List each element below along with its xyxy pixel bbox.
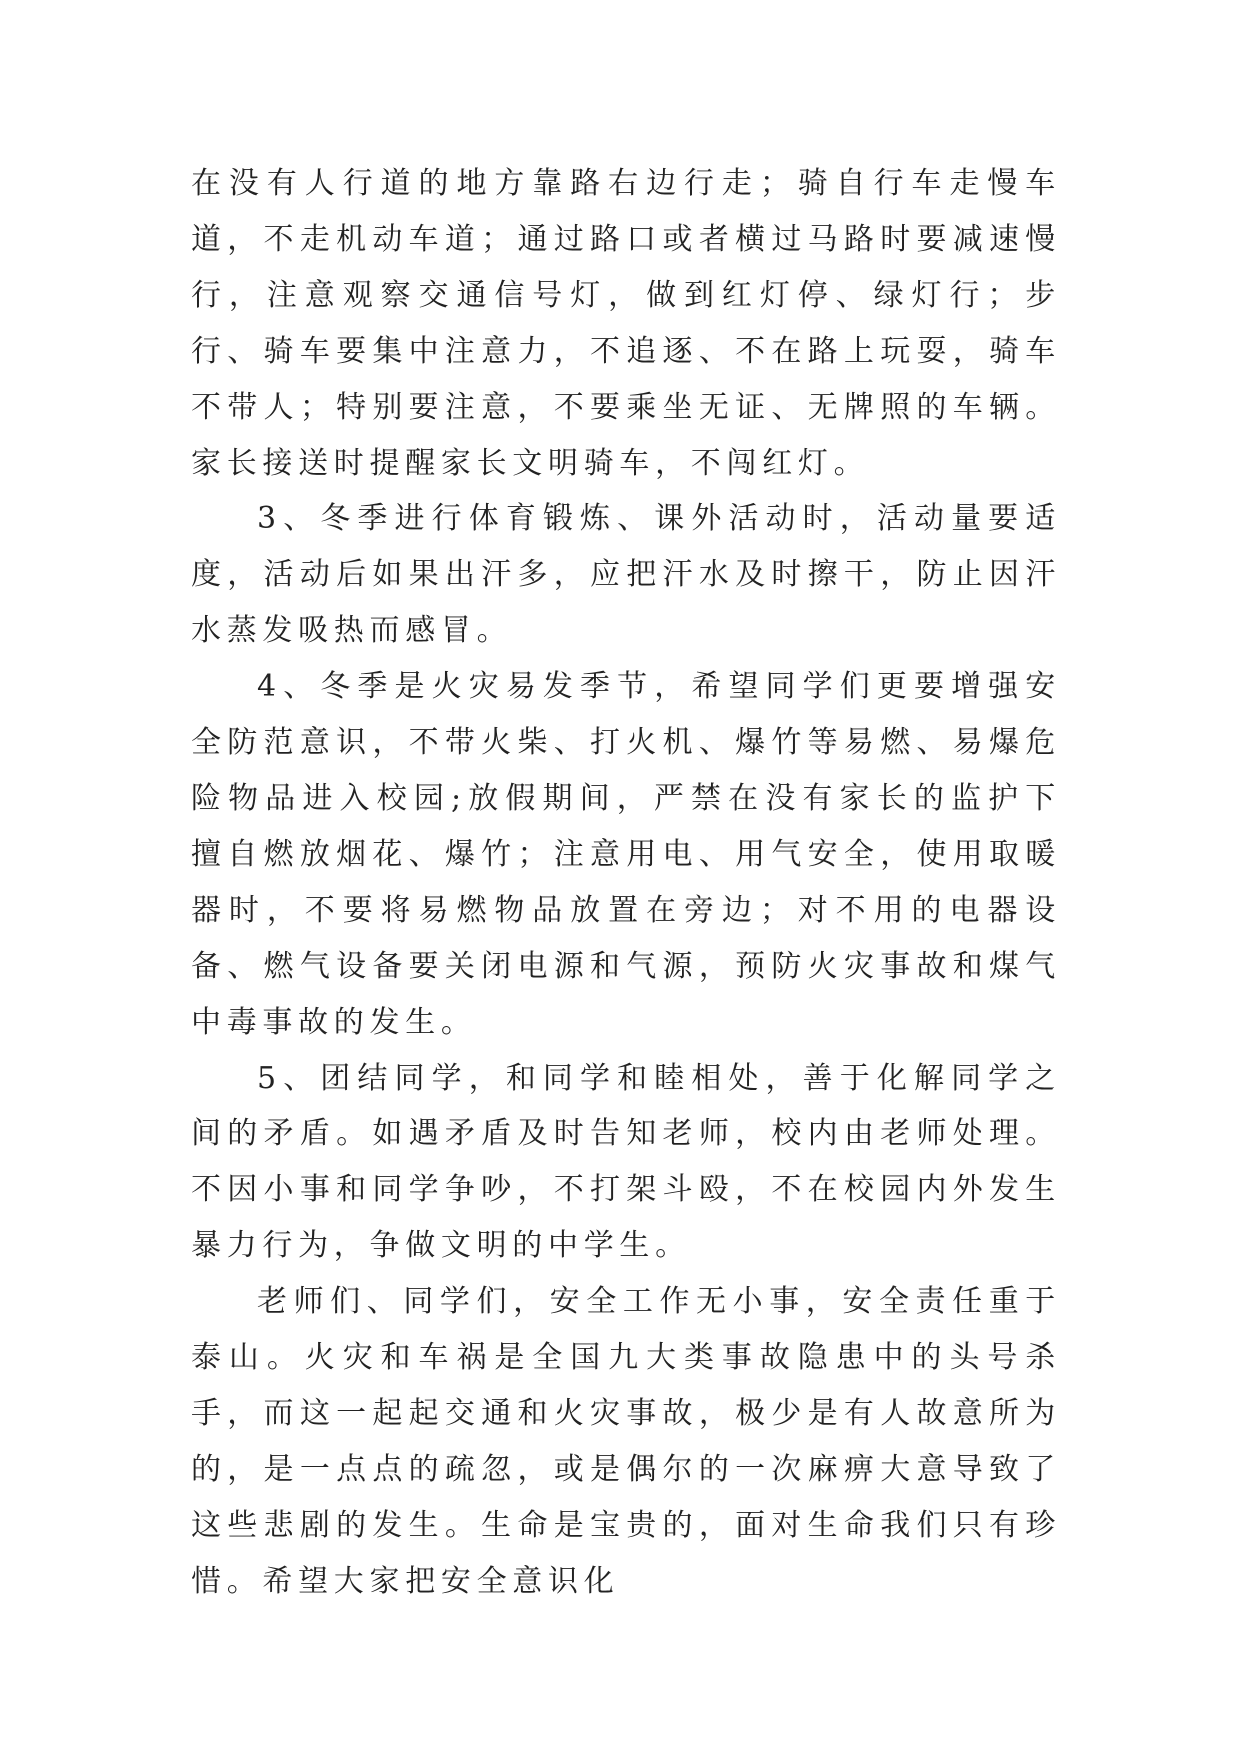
paragraph-item-4-fire-safety: 4、冬季是火灾易发季节，希望同学们更要增强安全防范意识，不带火柴、打火机、爆竹等易燃、易爆危险物品进入校园;放假期间，严禁在没有家长的监护下擅自燃放烟花、爆竹；注意用电、用气安全，使用取暖器时，不要将易燃物品放置在旁边；对不用的电器设备、燃气设备要关闭电源和气源，预防火灾事故和煤气中毒事故的发生。 <box>191 669 1061 1040</box>
paragraph-closing-remarks: 老师们、同学们，安全工作无小事，安全责任重于泰山。火灾和车祸是全国九大类事故隐患中的头号杀手，而这一起起交通和火灾事故，极少是有人故意所为的，是一点点的疏忽，或是偶尔的一次麻痹大意导致了这些悲剧的发生。生命是宝贵的，面对生命我们只有珍惜。希望大家把安全意识化 <box>191 1284 1061 1599</box>
paragraph-traffic-rules: 在没有人行道的地方靠路右边行走；骑自行车走慢车道，不走机动车道；通过路口或者横过马路时要减速慢行，注意观察交通信号灯，做到红灯停、绿灯行；步行、骑车要集中注意力，不追逐、不在路上玩耍，骑车不带人；特别要注意，不要乘坐无证、无牌照的车辆。家长接送时提醒家长文明骑车，不闯红灯。 <box>191 166 1061 481</box>
paragraph-item-3-winter-exercise: 3、冬季进行体育锻炼、课外活动时，活动量要适度，活动后如果出汗多，应把汗水及时擦干，防止因汗水蒸发吸热而感冒。 <box>191 501 1061 649</box>
document-body <box>191 156 1061 1610</box>
paragraph-item-5-unity: 5、团结同学，和同学和睦相处，善于化解同学之间的矛盾。如遇矛盾及时告知老师，校内由老师处理。不因小事和同学争吵，不打架斗殴，不在校园内外发生暴力行为，争做文明的中学生。 <box>191 1060 1061 1264</box>
